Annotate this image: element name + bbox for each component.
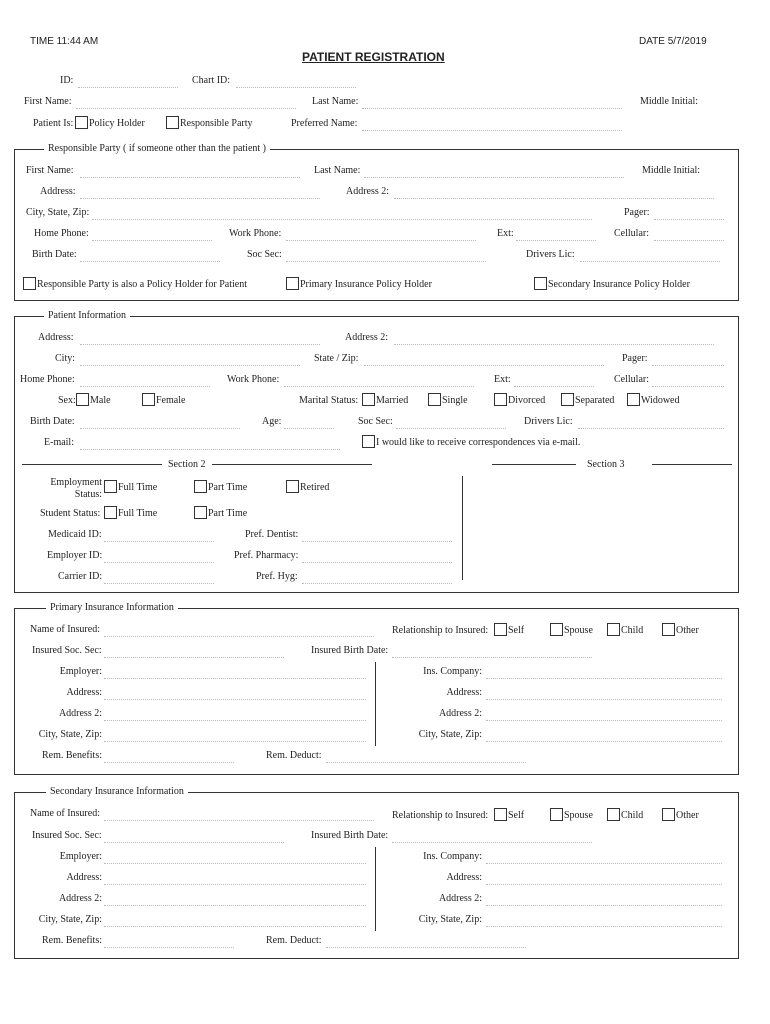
- sec-city-state-zip-r-field[interactable]: [486, 926, 722, 927]
- pt-drivers-lic-label: Drivers Lic:: [524, 416, 573, 427]
- responsible-party-checkbox[interactable]: [166, 116, 179, 129]
- sec-rem-benefits-field[interactable]: [104, 947, 234, 948]
- rp-soc-sec-label: Soc Sec:: [247, 249, 282, 260]
- sec-name-insured-label: Name of Insured:: [30, 808, 100, 819]
- rp-work-phone-label: Work Phone:: [229, 228, 282, 239]
- sec-insured-birth-date-label: Insured Birth Date:: [311, 830, 389, 841]
- pt-divorced-checkbox[interactable]: [494, 393, 507, 406]
- pri-spouse-label: Spouse: [564, 625, 593, 636]
- pri-child-label: Child: [621, 625, 644, 636]
- rp-soc-sec-field[interactable]: [286, 261, 486, 262]
- sec-address-r-field[interactable]: [486, 884, 722, 885]
- sec-address2-r-label: Address 2:: [438, 893, 482, 904]
- rp-city-state-zip-label: City, State, Zip:: [26, 207, 90, 218]
- sec-employer-field[interactable]: [104, 863, 366, 864]
- chart-id-field[interactable]: [236, 87, 356, 88]
- pt-cellular-label: Cellular:: [614, 374, 649, 385]
- patient-is-label: Patient Is:: [33, 118, 74, 129]
- carrier-id-label: Carrier ID:: [58, 571, 103, 582]
- section2-divider-right: [212, 464, 372, 465]
- middle-initial-label: Middle Initial:: [640, 96, 699, 107]
- pt-home-phone-field[interactable]: [80, 386, 210, 387]
- rp-also-policy-holder-label: Responsible Party is also a Policy Holder for Patient: [37, 279, 247, 290]
- pri-city-state-zip-r-field[interactable]: [486, 741, 722, 742]
- rp-cellular-field[interactable]: [654, 240, 724, 241]
- sec-address2-field[interactable]: [104, 905, 366, 906]
- pt-soc-sec-label: Soc Sec:: [358, 416, 393, 427]
- pref-pharmacy-label: Pref. Pharmacy:: [234, 550, 299, 561]
- pri-other-checkbox[interactable]: [662, 623, 675, 636]
- sec-address2-r-field[interactable]: [486, 905, 722, 906]
- pt-address2-label: Address 2:: [345, 332, 389, 343]
- policy-holder-checkbox[interactable]: [75, 116, 88, 129]
- pt-pager-label: Pager:: [622, 353, 648, 364]
- employment-full-time-label: Full Time: [118, 482, 158, 493]
- pri-rem-deduct-field[interactable]: [326, 762, 526, 763]
- pt-pager-field[interactable]: [652, 365, 724, 366]
- pri-self-label: Self: [508, 625, 525, 636]
- rp-primary-holder-label: Primary Insurance Policy Holder: [300, 279, 432, 290]
- section2-heading: Section 2: [168, 459, 206, 470]
- sec-rem-benefits-label: Rem. Benefits:: [42, 935, 102, 946]
- sec-self-label: Self: [508, 810, 525, 821]
- rp-birth-date-label: Birth Date:: [32, 249, 77, 260]
- pt-widowed-label: Widowed: [641, 395, 680, 406]
- page-title: PATIENT REGISTRATION: [302, 50, 445, 64]
- date-stamp: DATE 5/7/2019: [639, 36, 707, 47]
- rp-last-name-label: Last Name:: [314, 165, 361, 176]
- pri-insured-birth-date-field[interactable]: [392, 657, 592, 658]
- rp-birth-date-field[interactable]: [80, 261, 220, 262]
- pt-city-label: City:: [55, 353, 76, 364]
- pri-rem-deduct-label: Rem. Deduct:: [266, 750, 322, 761]
- carrier-id-field[interactable]: [104, 583, 214, 584]
- pt-state-zip-label: State / Zip:: [314, 353, 359, 364]
- sec-ins-company-label: Ins. Company:: [423, 851, 482, 862]
- pri-insured-soc-sec-label: Insured Soc. Sec:: [32, 645, 102, 656]
- student-full-time-label: Full Time: [118, 508, 158, 519]
- pt-cellular-field[interactable]: [652, 386, 724, 387]
- preferred-name-label: Preferred Name:: [291, 118, 358, 129]
- rp-pager-field[interactable]: [654, 219, 724, 220]
- pri-other-label: Other: [676, 625, 699, 636]
- rp-primary-holder-checkbox[interactable]: [286, 277, 299, 290]
- pt-age-field[interactable]: [284, 428, 334, 429]
- sec-insured-birth-date-field[interactable]: [392, 842, 592, 843]
- sec-name-insured-field[interactable]: [104, 820, 374, 821]
- employment-retired-checkbox[interactable]: [286, 480, 299, 493]
- rp-pager-label: Pager:: [624, 207, 650, 218]
- last-name-label: Last Name:: [312, 96, 359, 107]
- student-full-time-checkbox[interactable]: [104, 506, 117, 519]
- sec-spouse-checkbox[interactable]: [550, 808, 563, 821]
- pri-self-checkbox[interactable]: [494, 623, 507, 636]
- medicaid-id-field[interactable]: [104, 541, 214, 542]
- pt-city-field[interactable]: [80, 365, 300, 366]
- pri-address-field[interactable]: [104, 699, 366, 700]
- rp-drivers-lic-label: Drivers Lic:: [526, 249, 575, 260]
- pt-female-label: Female: [156, 395, 186, 406]
- sec-child-label: Child: [621, 810, 644, 821]
- rp-first-name-label: First Name:: [26, 165, 74, 176]
- pri-city-state-zip-r-label: City, State, Zip:: [418, 729, 482, 740]
- sec-child-checkbox[interactable]: [607, 808, 620, 821]
- pri-name-insured-label: Name of Insured:: [30, 624, 100, 635]
- sec-relationship-label: Relationship to Insured:: [392, 810, 489, 821]
- pri-employer-label: Employer:: [59, 666, 102, 677]
- rp-address-label: Address:: [40, 186, 76, 197]
- sec-city-state-zip-label: City, State, Zip:: [38, 914, 102, 925]
- rp-city-state-zip-field[interactable]: [92, 219, 592, 220]
- pt-male-checkbox[interactable]: [76, 393, 89, 406]
- pri-ins-company-field[interactable]: [486, 678, 722, 679]
- pri-city-state-zip-field[interactable]: [104, 741, 366, 742]
- pri-address-label: Address:: [66, 687, 102, 698]
- rp-first-name-field[interactable]: [80, 177, 300, 178]
- patient-information-legend: Patient Information: [44, 310, 130, 321]
- rp-ext-field[interactable]: [516, 240, 596, 241]
- pt-birth-date-label: Birth Date:: [30, 416, 75, 427]
- pt-work-phone-field[interactable]: [284, 386, 474, 387]
- pt-single-checkbox[interactable]: [428, 393, 441, 406]
- pri-address-r-label: Address:: [446, 687, 482, 698]
- pt-address-label: Address:: [38, 332, 74, 343]
- pt-ext-label: Ext:: [494, 374, 511, 385]
- pri-rem-benefits-label: Rem. Benefits:: [42, 750, 102, 761]
- time-stamp: TIME 11:44 AM: [30, 36, 99, 47]
- pri-insured-soc-sec-field[interactable]: [104, 657, 284, 658]
- sec-other-label: Other: [676, 810, 699, 821]
- rp-secondary-holder-checkbox[interactable]: [534, 277, 547, 290]
- pt-email-consent-label: I would like to receive correspondences via e-mail.: [376, 437, 581, 448]
- pref-pharmacy-field[interactable]: [302, 562, 452, 563]
- first-name-field[interactable]: [76, 108, 296, 109]
- pt-widowed-checkbox[interactable]: [627, 393, 640, 406]
- pt-single-label: Single: [442, 395, 468, 406]
- pt-address-field[interactable]: [80, 344, 320, 345]
- pt-soc-sec-field[interactable]: [396, 428, 506, 429]
- section3-divider-left: [492, 464, 576, 465]
- pref-hyg-label: Pref. Hyg:: [256, 571, 298, 582]
- section3-heading: Section 3: [587, 459, 625, 470]
- pt-email-consent-checkbox[interactable]: [362, 435, 375, 448]
- pri-city-state-zip-label: City, State, Zip:: [38, 729, 102, 740]
- pri-insured-birth-date-label: Insured Birth Date:: [311, 645, 389, 656]
- pt-marital-status-label: Marital Status:: [299, 395, 359, 406]
- pt-state-zip-field[interactable]: [364, 365, 604, 366]
- rp-also-policy-holder-checkbox[interactable]: [23, 277, 36, 290]
- rp-last-name-field[interactable]: [364, 177, 624, 178]
- rp-cellular-label: Cellular:: [614, 228, 649, 239]
- pri-address2-r-field[interactable]: [486, 720, 722, 721]
- employment-part-time-label: Part Time: [208, 482, 248, 493]
- sec-ins-company-field[interactable]: [486, 863, 722, 864]
- pri-employer-field[interactable]: [104, 678, 366, 679]
- pri-spouse-checkbox[interactable]: [550, 623, 563, 636]
- pt-married-label: Married: [376, 395, 409, 406]
- rp-address-field[interactable]: [80, 198, 320, 199]
- sec-address-r-label: Address:: [446, 872, 482, 883]
- responsible-party-legend: Responsible Party ( if someone other than the patient ): [44, 143, 270, 154]
- policy-holder-label: Policy Holder: [89, 118, 145, 129]
- pt-married-checkbox[interactable]: [362, 393, 375, 406]
- pt-drivers-lic-field[interactable]: [578, 428, 724, 429]
- pt-divorced-label: Divorced: [508, 395, 546, 406]
- pt-birth-date-field[interactable]: [80, 428, 240, 429]
- pt-sex-label: Sex:: [58, 395, 76, 406]
- pt-male-label: Male: [90, 395, 111, 406]
- pt-age-label: Age:: [262, 416, 282, 427]
- rp-address2-field[interactable]: [394, 198, 714, 199]
- id-field[interactable]: [78, 87, 178, 88]
- pri-address2-label: Address 2:: [58, 708, 102, 719]
- first-name-label: First Name:: [24, 96, 72, 107]
- pt-separated-label: Separated: [575, 395, 615, 406]
- sec-address-field[interactable]: [104, 884, 366, 885]
- preferred-name-field[interactable]: [362, 130, 622, 131]
- employer-id-field[interactable]: [104, 562, 214, 563]
- rp-address2-label: Address 2:: [346, 186, 390, 197]
- pref-dentist-label: Pref. Dentist:: [245, 529, 299, 540]
- sec-city-state-zip-r-label: City, State, Zip:: [418, 914, 482, 925]
- sec-rem-deduct-field[interactable]: [326, 947, 526, 948]
- rp-middle-initial-label: Middle Initial:: [642, 165, 701, 176]
- last-name-field[interactable]: [362, 108, 622, 109]
- pt-work-phone-label: Work Phone:: [227, 374, 280, 385]
- rp-home-phone-label: Home Phone:: [34, 228, 89, 239]
- sec-address-label: Address:: [66, 872, 102, 883]
- responsible-party-label: Responsible Party: [180, 118, 253, 129]
- pri-relationship-label: Relationship to Insured:: [392, 625, 489, 636]
- employment-part-time-checkbox[interactable]: [194, 480, 207, 493]
- pref-hyg-field[interactable]: [302, 583, 452, 584]
- employment-retired-label: Retired: [300, 482, 330, 493]
- employment-status-label-2: Status:: [74, 489, 102, 500]
- sec-insured-soc-sec-label: Insured Soc. Sec:: [32, 830, 102, 841]
- pt-email-field[interactable]: [80, 449, 340, 450]
- employment-full-time-checkbox[interactable]: [104, 480, 117, 493]
- sec-insured-soc-sec-field[interactable]: [104, 842, 284, 843]
- pt-address2-field[interactable]: [394, 344, 714, 345]
- student-part-time-checkbox[interactable]: [194, 506, 207, 519]
- pri-rem-benefits-field[interactable]: [104, 762, 234, 763]
- rp-secondary-holder-label: Secondary Insurance Policy Holder: [548, 279, 690, 290]
- pt-separated-checkbox[interactable]: [561, 393, 574, 406]
- rp-drivers-lic-field[interactable]: [580, 261, 720, 262]
- sec-other-checkbox[interactable]: [662, 808, 675, 821]
- pt-email-label: E-mail:: [44, 437, 74, 448]
- student-part-time-label: Part Time: [208, 508, 248, 519]
- sec-city-state-zip-field[interactable]: [104, 926, 366, 927]
- pri-address2-r-label: Address 2:: [438, 708, 482, 719]
- pt-home-phone-label: Home Phone:: [20, 374, 75, 385]
- pref-dentist-field[interactable]: [302, 541, 452, 542]
- pri-column-divider: [375, 662, 376, 746]
- employer-id-label: Employer ID:: [47, 550, 103, 561]
- section2-divider-left: [22, 464, 162, 465]
- rp-ext-label: Ext:: [497, 228, 514, 239]
- sec-address2-label: Address 2:: [58, 893, 102, 904]
- sec-self-checkbox[interactable]: [494, 808, 507, 821]
- sec-column-divider: [375, 847, 376, 931]
- student-status-label: Student Status:: [40, 508, 101, 519]
- section3-divider-right: [652, 464, 732, 465]
- pri-ins-company-label: Ins. Company:: [423, 666, 482, 677]
- section-divider-vertical: [462, 476, 463, 580]
- secondary-insurance-legend: Secondary Insurance Information: [46, 786, 188, 797]
- id-label: ID:: [60, 75, 74, 86]
- primary-insurance-legend: Primary Insurance Information: [46, 602, 178, 613]
- pt-female-checkbox[interactable]: [142, 393, 155, 406]
- chart-id-label: Chart ID:: [192, 75, 231, 86]
- rp-work-phone-field[interactable]: [286, 240, 476, 241]
- pri-name-insured-field[interactable]: [104, 636, 374, 637]
- pri-child-checkbox[interactable]: [607, 623, 620, 636]
- sec-rem-deduct-label: Rem. Deduct:: [266, 935, 322, 946]
- pt-ext-field[interactable]: [514, 386, 594, 387]
- sec-employer-label: Employer:: [59, 851, 102, 862]
- employment-status-label-1: Employment: [50, 477, 102, 488]
- sec-spouse-label: Spouse: [564, 810, 593, 821]
- pri-address2-field[interactable]: [104, 720, 366, 721]
- rp-home-phone-field[interactable]: [92, 240, 212, 241]
- medicaid-id-label: Medicaid ID:: [48, 529, 102, 540]
- pri-address-r-field[interactable]: [486, 699, 722, 700]
